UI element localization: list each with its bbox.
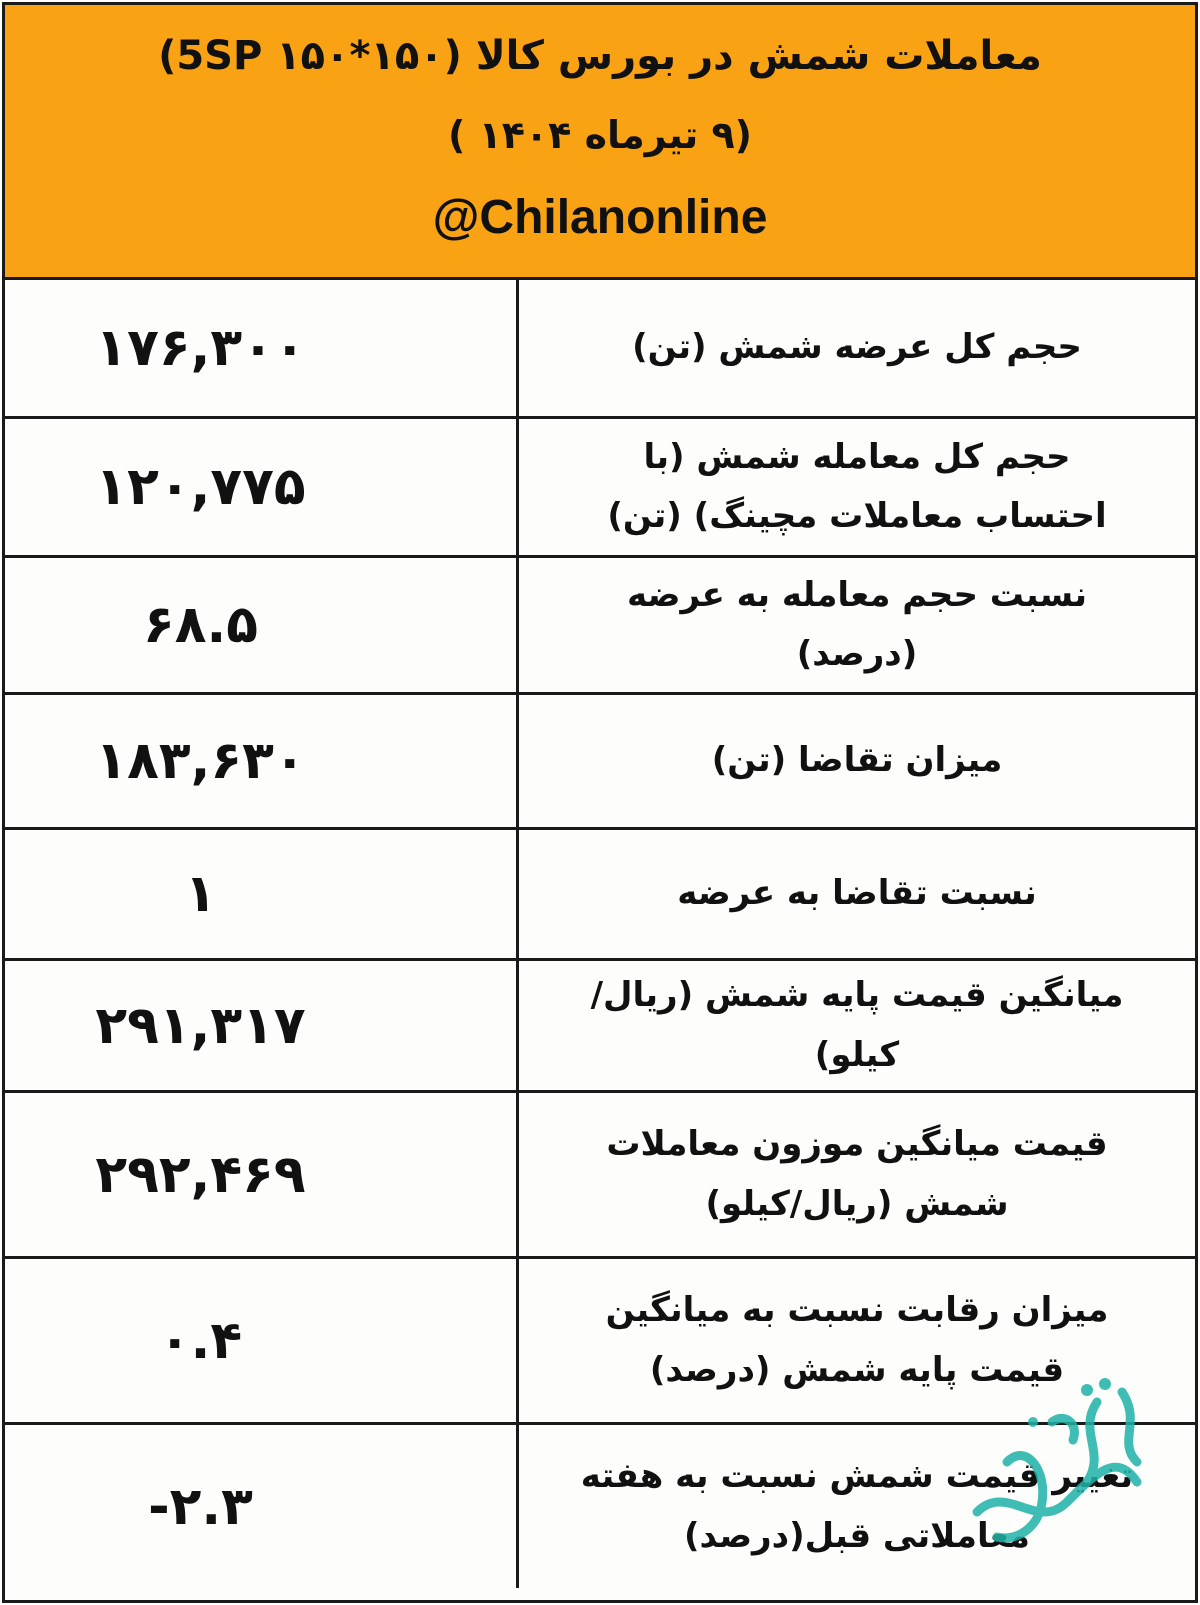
table-header xyxy=(5,5,1195,280)
table-row xyxy=(5,830,1195,961)
table-row xyxy=(5,961,1195,1093)
row-label: قیمت میانگین موزون معاملات شمش (ریال/کیلو) xyxy=(606,1124,1108,1224)
header-handle: @Chilanonline xyxy=(432,191,768,244)
row-label: حجم کل معامله شمش (با احتساب معاملات مچینگ) (تن) xyxy=(607,436,1107,536)
header-date: (۹ تیرماه ۱۴۰۴ ) xyxy=(447,113,753,157)
row-value: ۱۸۳,۶۳۰ xyxy=(5,695,519,827)
data-table xyxy=(2,2,1198,1603)
table-row xyxy=(5,280,1195,419)
table-row xyxy=(5,558,1195,695)
row-value: ۱۲۰,۷۷۵ xyxy=(5,419,519,555)
row-value: ۰.۴ xyxy=(5,1259,519,1422)
row-value: -۲.۳ xyxy=(5,1425,519,1588)
watermark-logo-icon xyxy=(947,1362,1167,1562)
row-label: میزان رقابت نسبت به میانگین قیمت پایه شمش (درصد) xyxy=(605,1290,1109,1390)
row-value: ۲۹۱,۳۱۷ xyxy=(5,961,519,1090)
row-label: تغییر قیمت شمش نسبت به هفته معاملاتی قبل(درصد) xyxy=(580,1456,1134,1556)
row-value: ۱ xyxy=(5,830,519,958)
row-label: حجم کل عرضه شمش (تن) xyxy=(632,327,1082,368)
row-value: ۲۹۲,۴۶۹ xyxy=(5,1093,519,1256)
header-title: معاملات شمش در بورس کالا (۱۵۰*۱۵۰ 5SP) xyxy=(158,33,1042,79)
table-row xyxy=(5,419,1195,558)
row-value: ۱۷۶,۳۰۰ xyxy=(5,280,519,416)
row-label: نسبت تقاضا به عرضه xyxy=(677,873,1037,914)
row-value: ۶۸.۵ xyxy=(5,558,519,692)
watermark-logo xyxy=(947,1362,1167,1562)
row-label: نسبت حجم معامله به عرضه (درصد) xyxy=(626,574,1088,674)
table-row xyxy=(5,695,1195,830)
row-label: میزان تقاضا (تن) xyxy=(711,740,1003,781)
table-row xyxy=(5,1093,1195,1259)
row-label: میانگین قیمت پایه شمش (ریال/کیلو) xyxy=(590,975,1124,1075)
